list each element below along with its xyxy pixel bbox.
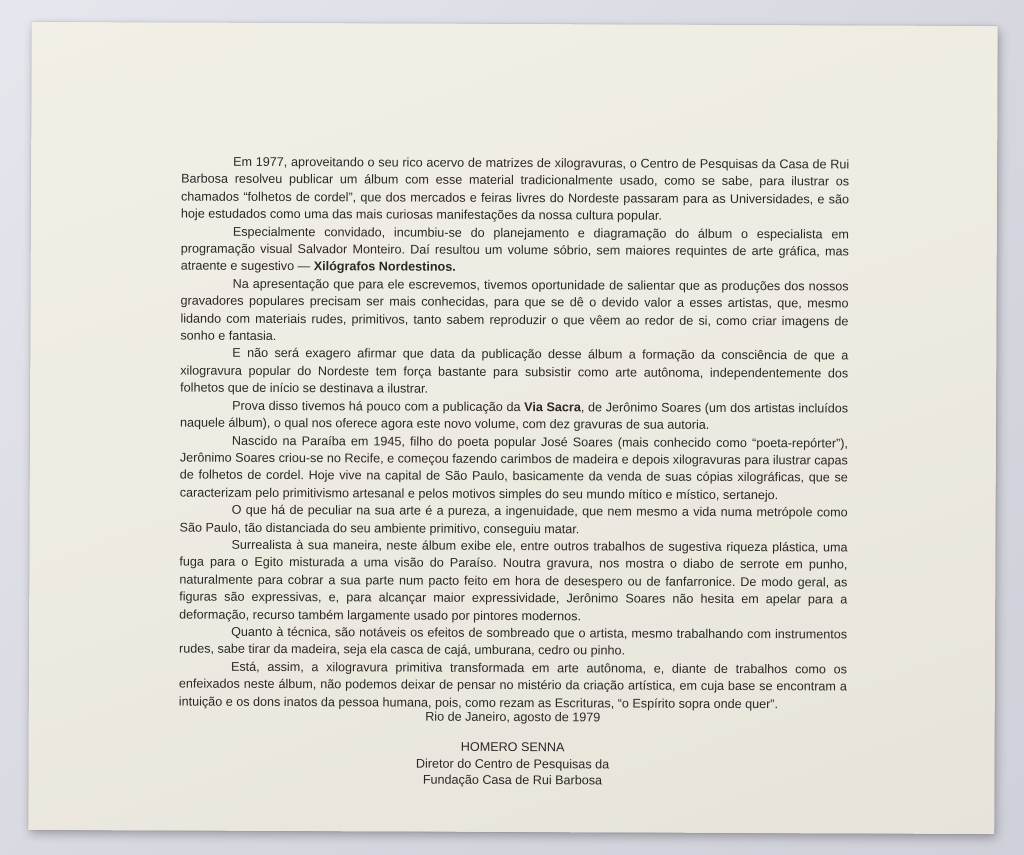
paragraph bbox=[179, 536, 847, 626]
signature-block bbox=[178, 738, 846, 791]
paragraph bbox=[180, 502, 848, 540]
paragraph-text: Prova disso tivemos há pouco com a publicação da bbox=[232, 398, 525, 414]
document-body bbox=[179, 154, 849, 714]
paragraph bbox=[180, 432, 848, 505]
paragraph bbox=[181, 223, 849, 278]
signatory-title-line-1: Diretor do Centro de Pesquisas da bbox=[415, 756, 610, 772]
paragraph-text: O que há de peculiar na sua arte é a pureza, a ingenuidade, que nem mesmo a vida numa metrópole como São Paulo, tão distanciada do seu ambiente primitivo, conseguiu matar. bbox=[179, 502, 848, 536]
paragraph-text: E não será exagero afirmar que data da publicação desse álbum a formação da consciência de que a xilogravura popular do Nordeste tem força bastante para subsistir como arte autônoma, independentemente dos folhetos que de início se destinava a ilustrar. bbox=[180, 346, 849, 396]
signatory-title-line-2: Fundação Casa de Rui Barbosa bbox=[422, 772, 603, 788]
bold-title-text: Via Sacra bbox=[524, 399, 581, 414]
paragraph-text: , de Jerônimo Soares (um dos artistas incluídos naquele álbum), o qual nos oferece agora este novo volume, com dez gravuras de sua autoria. bbox=[179, 399, 849, 432]
paragraph bbox=[181, 154, 849, 227]
paragraph-text: Nascido na Paraíba em 1945, filho do poeta popular José Soares (mais conhecido como “poeta-repórter”), Jerônimo Soares criou-se no Recife, e começou fazendo carimbos de madeira e depois xilogravuras para ilustrar capas de folhetos de cordel. Hoje vive na capital de São Paulo, basicamente da venda de suas cópias xilográficas, que se caracterizam pelo primitivismo artesanal e pelos motivos simples do seu mundo mítico e místico, sertanejo. bbox=[179, 433, 848, 502]
paragraph bbox=[180, 397, 848, 435]
paragraph-text: Surrealista à sua maneira, neste álbum exibe ele, entre outros trabalhos de sugestiva riqueza plástica, uma fuga para o Egito misturada a uma visão do Paraíso. Noutra gravura, nos mostra o diabo de serrote em punho, naturalmente para cobrar a sua parte num pacto feito em hora de desespero ou de fanfarronice. De modo geral, as figuras são expressivas, e, para alcançar maior expressividade, Jerônimo Soares não hesita em apelar para a deformação, recurso também largamente usado por pintores modernos. bbox=[179, 537, 848, 623]
bold-title-text: Xilógrafos Nordestinos. bbox=[313, 259, 456, 275]
paragraph-text: Especialmente convidado, incumbiu-se do planejamento e diagramação do álbum o especialista em programação visual Salvador Monteiro. Daí resultou um volume sóbrio, sem maiores requintes de arte gráfica, mas atraente e sugestivo — bbox=[180, 224, 849, 274]
paragraph bbox=[180, 345, 848, 400]
paragraph-text: Está, assim, a xilogravura primitiva transformada em arte autônoma, e, diante de trabalhos como os enfeixados neste álbum, não podemos deixar de pensar no mistério da criação artística, em cuja base se encontram a intuição e os dons inatos da pessoa humana, pois, como rezam as Escrituras, “o Espírito sopra onde quer”. bbox=[178, 659, 847, 711]
paper-sheet bbox=[28, 22, 998, 834]
paragraph-text: Quanto à técnica, são notáveis os efeitos de sombreado que o artista, mesmo trabalhando com instrumentos rudes, sabe tirar da madeira, seja ela casca de cajá, umburana, cedro ou pinho. bbox=[179, 624, 848, 658]
paragraph bbox=[179, 658, 847, 713]
paragraph bbox=[180, 275, 848, 348]
place-date: Rio de Janeiro, agosto de 1979 bbox=[425, 709, 601, 725]
signatory-name: HOMERO SENNA bbox=[460, 739, 565, 755]
paragraph bbox=[179, 624, 847, 662]
paragraph-text: Na apresentação que para ele escrevemos, tivemos oportunidade de salientar que as produções dos nossos gravadores populares precisam ser mais conhecidas, para que se dê o devido valor a esses artistas, que, mesmo lidando com materiais rudes, primitivos, tanto sabem reproduzir o que vêem ao redor de si, como criar imagens de sonho e fantasia. bbox=[180, 276, 849, 344]
paragraph-text: Em 1977, aproveitando o seu rico acervo de matrizes de xilogravuras, o Centro de Pesquisas da Casa de Rui Barbosa resolveu publicar um álbum com esse material tradicionalmente usado, como se sabe, para ilustrar os chamados “folhetos de cordel”, que dos mercados e feiras livres do Nordeste passaram para as Universidades, e são hoje estudados como uma das mais curiosas manifestações da nossa cultura popular. bbox=[180, 154, 850, 223]
